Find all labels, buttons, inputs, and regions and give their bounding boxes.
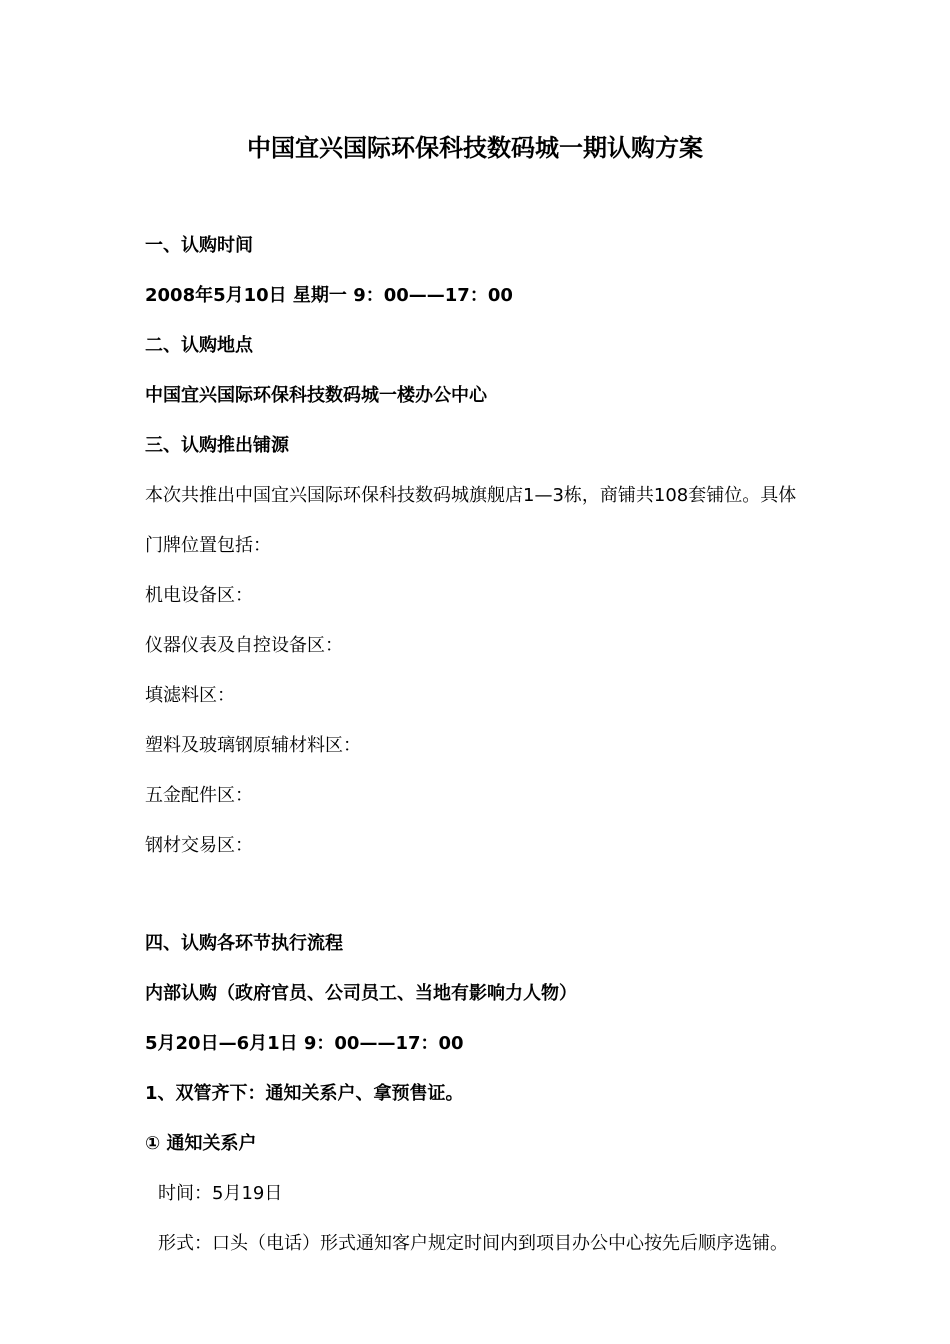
step-1-heading: 1、双管齐下：通知关系户、拿预售证。 xyxy=(145,1083,464,1104)
section-heading-process: 四、认购各环节执行流程 xyxy=(145,933,343,954)
zone-item: 仪器仪表及自控设备区： xyxy=(145,635,343,656)
zone-item: 填滤料区： xyxy=(145,685,235,706)
internal-subscription-time: 5月20日—6月1日 9：00——17：00 xyxy=(145,1033,464,1054)
section-heading-time: 一、认购时间 xyxy=(145,235,253,256)
step-1-time: 时间：5月19日 xyxy=(158,1183,283,1204)
subscription-place-value: 中国宜兴国际环保科技数码城一楼办公中心 xyxy=(145,385,487,406)
document-title: 中国宜兴国际环保科技数码城一期认购方案 xyxy=(247,134,703,162)
subscription-time-value: 2008年5月10日 星期一 9：00——17：00 xyxy=(145,285,513,306)
zone-item: 塑料及玻璃钢原辅材料区： xyxy=(145,735,361,756)
source-intro-line-2: 门牌位置包括： xyxy=(145,535,271,556)
zone-item: 机电设备区： xyxy=(145,585,253,606)
section-heading-place: 二、认购地点 xyxy=(145,335,253,356)
internal-subscription-heading: 内部认购（政府官员、公司员工、当地有影响力人物） xyxy=(145,983,577,1004)
zone-item: 五金配件区： xyxy=(145,785,253,806)
source-intro-line-1: 本次共推出中国宜兴国际环保科技数码城旗舰店1—3栋，商铺共108套铺位。具体 xyxy=(145,485,797,506)
step-1-form: 形式：口头（电话）形式通知客户规定时间内到项目办公中心按先后顺序选铺。 xyxy=(158,1233,788,1254)
zone-item: 钢材交易区： xyxy=(145,835,253,856)
section-heading-source: 三、认购推出铺源 xyxy=(145,435,289,456)
step-1-subheading: ① 通知关系户 xyxy=(145,1133,257,1154)
